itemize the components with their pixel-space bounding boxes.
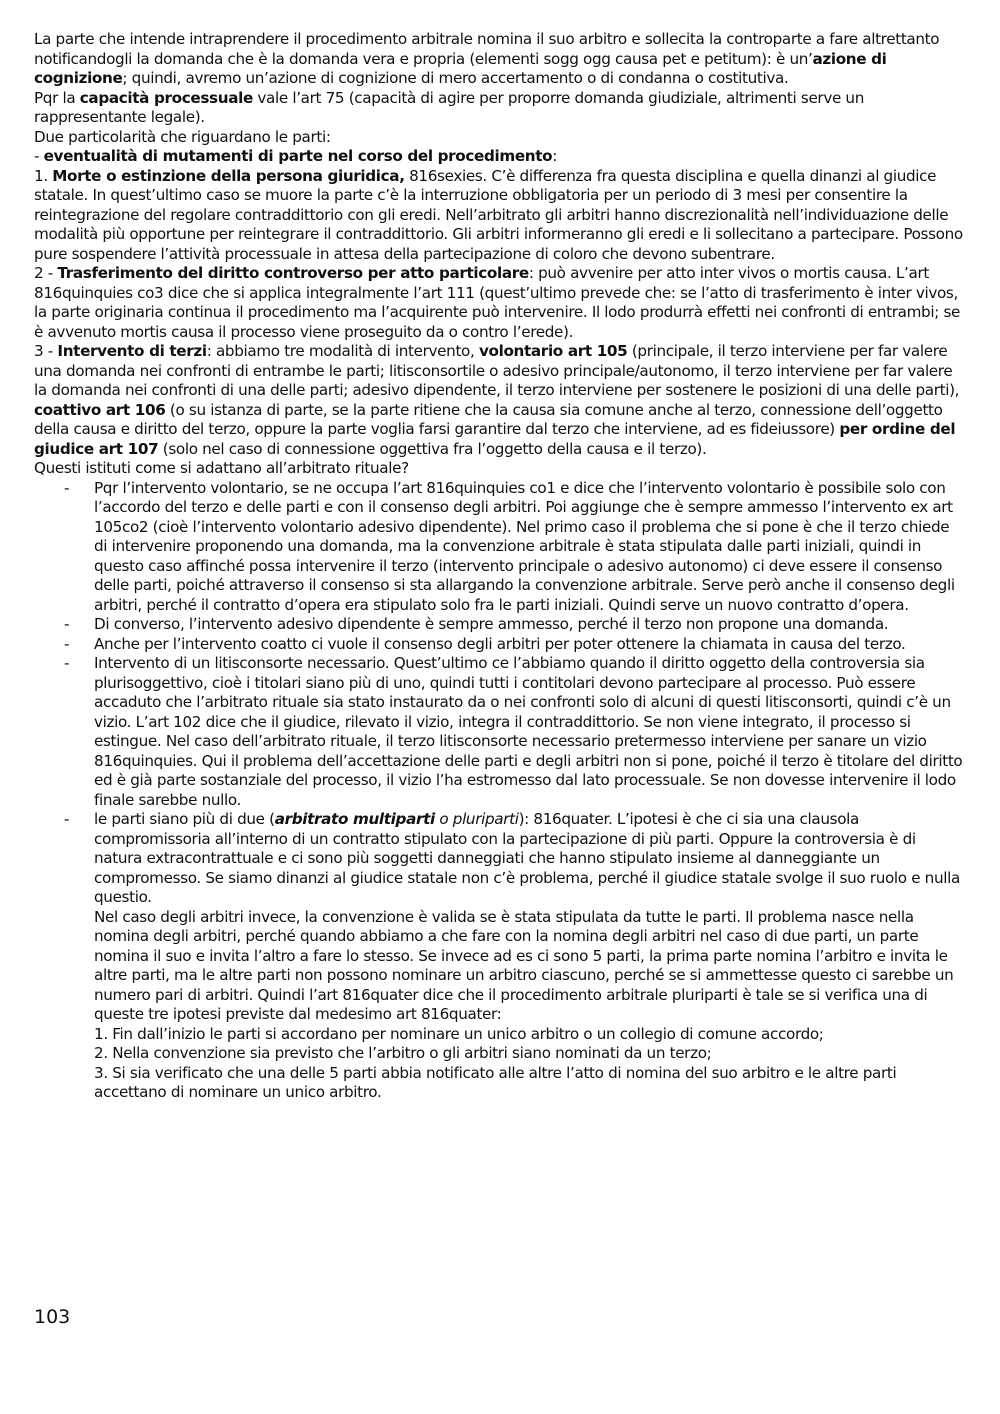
paragraph-trasferimento: 2 - Trasferimento del diritto controverso per atto particolare: può avvenire per atto inter vivos o mortis causa. L’art 816quinquies co3 dice che si applica integralmente l’art 111 (quest’ultimo prevede che: se l’atto di trasferimento è inter vivos, la parte originaria continua il procedimento ma l’acquirente può intervenire. Il lodo produrrà effetti nei confronti di entrambi; se è avvenuto mortis causa il processo viene proseguito da o contro l’erede). (34, 264, 961, 341)
paragraph-morte: 1. Morte o estinzione della persona giuridica, 816sexies. C’è differenza fra questa disciplina e quella dinanzi al giudice statale. In quest’ultimo caso se muore la parte c’è la interruzione obbligatoria per un periodo di 3 mesi per consentire la reintegrazione del regolare contraddittorio con gli eredi. Nell’arbitrato gli arbitri hanno discrezionalità nell’individuazione delle modalità più opportune per reintegrare il contraddittorio. Gli arbitri informeranno gli eredi e li sollecitano a partecipare. Possono pure sospendere l’attività processuale in attesa della partecipazione di coloro che devono subentrare. (34, 166, 963, 263)
numbered-item: 3. Si sia verificato che una delle 5 parti abbia notificato alle altre l’atto di nomina del suo arbitro e le altre parti accettano di nominare un unico arbitro. (94, 1063, 897, 1101)
numbered-item: 2. Nella convenzione sia previsto che l’arbitro o gli arbitri siano nominati da un terzo; (94, 1044, 712, 1062)
list-item: - le parti siano più di due (arbitrato multiparti o pluriparti): 816quater. L’ipotesi è che ci sia una clausola compromissoria all’interno di un contratto stipulato con la partecipazione di più parti. Oppure la controversia è di natura extracontrattuale e ci sono più soggetti danneggiati che hanno stipulato insieme al danneggiante un compromesso. Se siamo dinanzi al giudice statale non c’è problema, perché il giudice statale svolge il suo ruolo e nulla questio. Nel caso degli arbitri invece, la convenzione è valida se è stata stipulata da tutte le parti. Il problema nasce nella nomina degli arbitri, perché quando abbiamo a che fare con la nomina degli arbitri nel caso di due parti, un parte nomina il suo e invita l’altro a fare lo stesso. Se invece ad es ci sono 5 parti, la prima parte nomina l’arbitro e invita le altre parti, ma le altre parti non possono nominare un arbitro ciascuno, perché se si ammettesse questo ci sarebbe un numero pari di arbitri. Quindi l’art 816quater dice che il procedimento arbitrale pluriparti è tale se si verifica una di queste tre ipotesi previste dal medesimo art 816quater: 1. Fin dall’inizio le parti si accordano per nominare un unico arbitro o un collegio di comune accordo; 2. Nella convenzione sia previsto che l’arbitro o gli arbitri siano nominati da un terzo; 3. Si sia verificato che una delle 5 parti abbia notificato alle altre l’atto di nomina del suo arbitro e le altre parti accettano di nominare un unico arbitro. (34, 810, 966, 1103)
list-item: - Di converso, l’intervento adesivo dipendente è sempre ammesso, perché il terzo non propone una domanda. (34, 615, 966, 635)
dash-list (34, 479, 966, 1103)
list-item: - Intervento di un litisconsorte necessario. Quest’ultimo ce l’abbiamo quando il diritto oggetto della controversia sia plurisoggettivo, cioè i titolari siano più di uno, quindi tutti i contitolari devono partecipare al processo. Può essere accaduto che l’arbitrato rituale sia stato instaurato da o nei confronti solo di alcuni di questi litisconsorti, quindi c’è un vizio. L’art 102 dice che il giudice, rilevato il vizio, integra il contraddittorio. Se non viene integrato, il processo si estingue. Nel caso dell’arbitrato rituale, il terzo litisconsorte necessario pretermesso interviene per sanare un vizio 816quinquies. Qui il problema dell’accettazione delle parti e degli arbitri non si pone, poiché il terzo è titolare del diritto ed è già parte sostanziale del processo, il vizio l’ha estromesso dal lato processuale. Se non dovesse intervenire il lodo finale sarebbe nullo. (34, 654, 966, 810)
list-item: - Pqr l’intervento volontario, se ne occupa l’art 816quinquies co1 e dice che l’intervento volontario è possibile solo con l’accordo del terzo e delle parti e con il consenso degli arbitri. Poi aggiunge che è sempre ammesso l’intervento ex art 105co2 (cioè l’intervento volontario adesivo dipendente). Nel primo caso il problema che si pone è che il terzo chiede di intervenire proponendo una domanda, ma la convenzione arbitrale è stata stipulata dalle parti iniziali, quindi in questo caso affinché possa intervenire il terzo (intervento principale o adesivo autonomo) ci deve essere il consenso delle parti, poiché attraverso il consenso si sta allargando la convenzione arbitrale. Serve però anche il consenso degli arbitri, perché il contratto d’opera era stipulato solo fra le parti iniziali. Quindi serve un nuovo contratto d’opera. (34, 479, 966, 616)
list-item-paragraph: Nel caso degli arbitri invece, la convenzione è valida se è stata stipulata da tutte le parti. Il problema nasce nella nomina degli arbitri, perché quando abbiamo a che fare con la nomina degli arbitri nel caso di due parti, un parte nomina il suo e invita l’altro a fare lo stesso. Se invece ad es ci sono 5 parti, la prima parte nomina l’arbitro e invita le altre parti, ma le altre parti non possono nominare un arbitro ciascuno, perché se si ammettesse questo ci sarebbe un numero pari di arbitri. Quindi l’art 816quater dice che il procedimento arbitrale pluriparti è tale se si verifica una di queste tre ipotesi previste dal medesimo art 816quater: (94, 907, 954, 1023)
paragraph-intro: La parte che intende intraprendere il procedimento arbitrale nomina il suo arbitro e sollecita la controparte a fare altrettanto notificandogli la domanda che è la domanda vera e propria (elementi sogg ogg causa pet e petitum): è un’azione di cognizione; quindi, avremo un’azione di cognizione di mero accertamento o di condanna o costitutiva. (34, 30, 940, 87)
paragraph-capacita: Pqr la capacità processuale vale l’art 75 (capacità di agire per proporre domanda giudiziale, altrimenti serve un rappresentante legale). (34, 88, 864, 126)
paragraph-particolarita: Due particolarità che riguardano le parti: (34, 127, 331, 146)
paragraph-domanda: Questi istituti come si adattano all’arbitrato rituale? (34, 459, 409, 477)
paragraph-intervento-terzi: 3 - Intervento di terzi: abbiamo tre modalità di intervento, volontario art 105 (principale, il terzo interviene per far valere una domanda nei confronti di entrambe le parti; litisconsortile o adesivo principale/autonomo, il terzo interviene per far valere la domanda nei confronti di una delle parti; adesivo dipendente, il terzo interviene per sostenere le posizioni di una delle parti), coattivo art 106 (o su istanza di parte, se la parte ritiene che la causa sia comune anche al terzo, connessione dell’oggetto della causa e diritto del terzo, oppure la parte voglia farsi garantire dal terzo che interviene, ad es fideiussore) per ordine del giudice art 107 (solo nel caso di connessione oggettiva fra l’oggetto della causa e il terzo). (34, 342, 960, 458)
paragraph-mutamenti: - eventualità di mutamenti di parte nel corso del procedimento: (34, 147, 558, 165)
document-body (34, 30, 966, 1103)
list-item: - Anche per l’intervento coatto ci vuole il consenso degli arbitri per poter ottenere la chiamata in causa del terzo. (34, 635, 966, 655)
numbered-item: 1. Fin dall’inizio le parti si accordano per nominare un unico arbitro o un collegio di comune accordo; (94, 1024, 824, 1043)
page-number: 103 (34, 1306, 71, 1328)
